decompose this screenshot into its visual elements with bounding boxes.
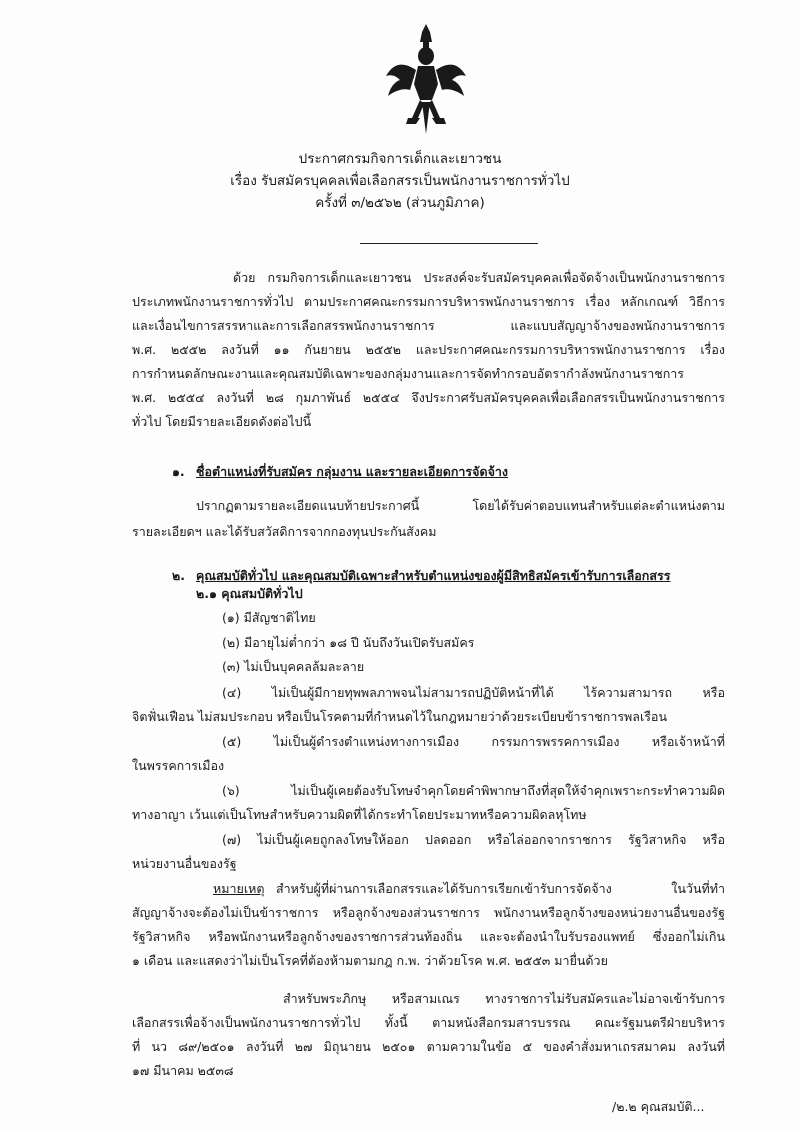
monk-line: เลือกสรรเพื่อจ้างเป็นพนักงานราชการทั่วไป ทั้งนี้ ตามหนังสือกรมสารบรรณ คณะรัฐมนตรีฝ่ายบริหาร (132, 1015, 725, 1030)
monk-line: ที่ นว ๘๙/๒๕๐๑ ลงวันที่ ๒๗ มิถุนายน ๒๕๐๑ ตามความในข้อ ๕ ของคำสั่งมหาเถรสมาคม ลงวันที่ (132, 1039, 725, 1054)
qualification-item: (๓) ไม่เป็นบุคคลล้มละลาย (222, 659, 365, 674)
qualification-item-cont: หน่วยงานอื่นของรัฐ (132, 856, 237, 871)
intro-line: ทั่วไป โดยมีรายละเอียดดังต่อไปนี้ (132, 414, 312, 429)
note-line: สำหรับผู้ที่ผ่านการเลือกสรรและได้รับการเรียกเข้ารับการจัดจ้าง ในวันที่ทำ (276, 881, 725, 896)
announcement-agency: ประกาศกรมกิจการเด็กและเยาวชน (298, 151, 502, 167)
monk-line: สำหรับพระภิกษุ หรือสามเณร ทางราชการไม่รับสมัครและไม่อาจเข้ารับการ (283, 991, 725, 1006)
garuda-emblem-icon (382, 22, 470, 137)
header-divider (360, 243, 538, 244)
qualification-item: (๒) มีอายุไม่ต่ำกว่า ๑๘ ปี นับถึงวันเปิดรับสมัคร (222, 635, 475, 650)
qualification-item: (๑) มีสัญชาติไทย (222, 610, 316, 625)
qualification-item-cont: จิตฟั่นเฟือน ไม่สมประกอบ หรือเป็นโรคตามที่กำหนดไว้ในกฎหมายว่าด้วยระเบียบข้าราชการพลเรือน (132, 709, 667, 724)
section2-number: ๒. (172, 568, 185, 583)
intro-line: พ.ศ. ๒๕๕๔ ลงวันที่ ๒๘ กุมภาพันธ์ ๒๕๕๔ จึงประกาศรับสมัครบุคคลเพื่อเลือกสรรเป็นพนักงานราชการ (132, 390, 725, 405)
note-line: ๑ เดือน และแสดงว่าไม่เป็นโรคที่ต้องห้ามตามกฎ ก.พ. ว่าด้วยโรค พ.ศ. ๒๕๕๓ มายื่นด้วย (132, 953, 608, 968)
section2-subheading: ๒.๑ คุณสมบัติทั่วไป (196, 586, 303, 601)
section1-heading: ชื่อตำแหน่งที่รับสมัคร กลุ่มงาน และรายละเอียดการจัดจ้าง (196, 464, 509, 479)
note-label: หมายเหตุ (213, 881, 265, 896)
section1-number: ๑. (172, 464, 185, 479)
qualification-item: (๗) ไม่เป็นผู้เคยถูกลงโทษให้ออก ปลดออก หรือไล่ออกจากราชการ รัฐวิสาหกิจ หรือ (222, 832, 725, 847)
qualification-item: (๔) ไม่เป็นผู้มีกายทุพพลภาพจนไม่สามารถปฏิบัติหน้าที่ได้ ไร้ความสามารถ หรือ (222, 685, 725, 700)
intro-line: ด้วย กรมกิจการเด็กและเยาวชน ประสงค์จะรับสมัครบุคคลเพื่อจัดจ้างเป็นพนักงานราชการ (233, 270, 725, 285)
intro-line: การกำหนดลักษณะงานและคุณสมบัติเฉพาะของกลุ่มงานและการจัดทำกรอบอัตรากำลังพนักงานราชการ (132, 366, 685, 381)
section1-body-line: ปรากฏตามรายละเอียดแนบท้ายประกาศนี้ โดยได้รับค่าตอบแทนสำหรับแต่ละตำแหน่งตาม (196, 498, 725, 513)
continued-marker: /๒.๒ คุณสมบัติ... (612, 1099, 705, 1114)
intro-line: ประเภทพนักงานราชการทั่วไป ตามประกาศคณะกรรมการบริหารพนักงานราชการ เรื่อง หลักเกณฑ์ วิธีการ (132, 294, 725, 309)
qualification-item: (๖) ไม่เป็นผู้เคยต้องรับโทษจำคุกโดยคำพิพากษาถึงที่สุดให้จำคุกเพราะกระทำความผิด (222, 783, 725, 798)
note-line: รัฐวิสาหกิจ หรือพนักงานหรือลูกจ้างของราชการส่วนท้องถิ่น และจะต้องนำใบรับรองแพทย์ ซึ่งออกไม่เกิน (132, 929, 725, 944)
section1-body-line: รายละเอียดฯ และได้รับสวัสดิการจากกองทุนประกันสังคม (132, 524, 437, 539)
note-line: สัญญาจ้างจะต้องไม่เป็นข้าราชการ หรือลูกจ้างของส่วนราชการ พนักงานหรือลูกจ้างของหน่วยงานอื่นของรัฐ (132, 905, 725, 920)
announcement-subject: เรื่อง รับสมัครบุคคลเพื่อเลือกสรรเป็นพนักงานราชการทั่วไป (230, 173, 570, 189)
section2-heading: คุณสมบัติทั่วไป และคุณสมบัติเฉพาะสำหรับตำแหน่งของผู้มีสิทธิสมัครเข้ารับการเลือกสรร (196, 568, 671, 583)
intro-line: พ.ศ. ๒๕๕๒ ลงวันที่ ๑๑ กันยายน ๒๕๕๒ และประกาศคณะกรรมการบริหารพนักงานราชการ เรื่อง (132, 342, 725, 357)
announcement-round: ครั้งที่ ๓/๒๕๖๒ (ส่วนภูมิภาค) (315, 195, 485, 211)
monk-line: ๑๗ มีนาคม ๒๕๓๘ (132, 1063, 234, 1078)
qualification-item-cont: ทางอาญา เว้นแต่เป็นโทษสำหรับความผิดที่ได้กระทำโดยประมาทหรือความผิดลหุโทษ (132, 807, 587, 822)
intro-line: และเงื่อนไขการสรรหาและการเลือกสรรพนักงานราชการ และแบบสัญญาจ้างของพนักงานราชการ (132, 318, 725, 333)
qualification-item: (๕) ไม่เป็นผู้ดำรงตำแหน่งทางการเมือง กรรมการพรรคการเมือง หรือเจ้าหน้าที่ (222, 734, 725, 749)
qualification-item-cont: ในพรรคการเมือง (132, 758, 225, 773)
